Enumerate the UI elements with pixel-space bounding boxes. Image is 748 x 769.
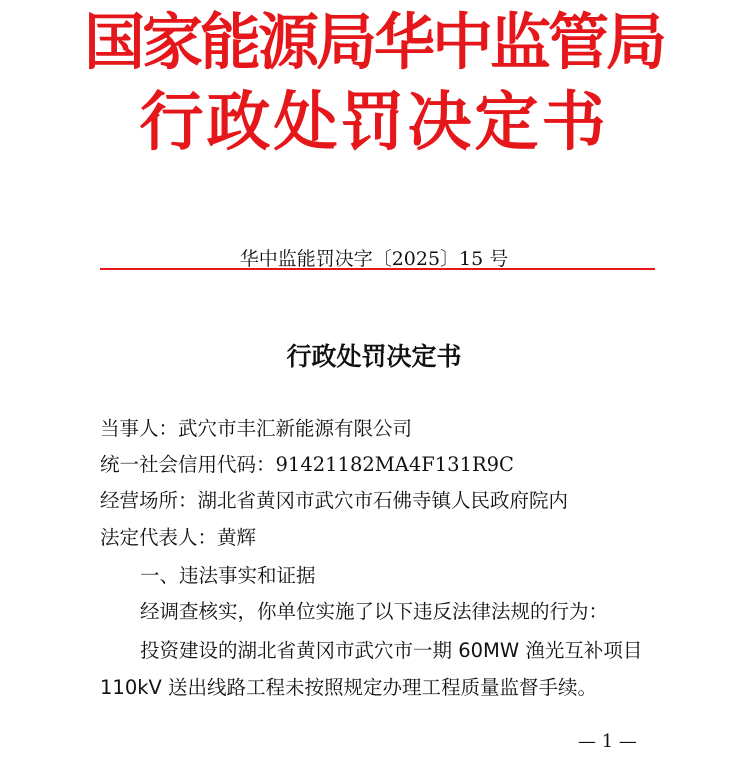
document-number: 华中监能罚决字〔2025〕15 号 <box>239 248 509 270</box>
body-paragraph-line: 投资建设的湖北省黄冈市武穴市一期 60MW 渔光互补项目 <box>140 639 643 662</box>
intro-paragraph: 经调查核实，你单位实施了以下违反法律法规的行为： <box>140 600 609 623</box>
address-label: 经营场所： <box>100 489 198 512</box>
address-line <box>100 491 568 511</box>
issuer-header: 国家能源局华中监管局 <box>83 7 664 78</box>
address-value: 湖北省黄冈市武穴市石佛寺镇人民政府院内 <box>197 489 569 512</box>
party-value: 武穴市丰汇新能源有限公司 <box>178 417 413 440</box>
section-heading: 一、违法事实和证据 <box>140 564 316 587</box>
red-divider <box>100 268 655 270</box>
credit-code-line <box>100 455 514 475</box>
legal-rep-value: 黄辉 <box>217 526 257 549</box>
legal-rep-label: 法定代表人： <box>100 526 218 549</box>
party-line <box>100 419 412 439</box>
credit-code-value: 91421182MA4F131R9C <box>275 453 514 476</box>
party-label: 当事人： <box>100 417 179 440</box>
credit-code-label: 统一社会信用代码： <box>100 453 276 476</box>
document-title: 行政处罚决定书 <box>286 342 462 371</box>
body-paragraph-line: 110kV 送出线路工程未按照规定办理工程质量监督手续。 <box>100 676 598 699</box>
doc-type-header: 行政处罚决定书 <box>139 86 609 160</box>
page-number: — 1 — <box>578 731 637 752</box>
legal-rep-line <box>100 528 256 548</box>
